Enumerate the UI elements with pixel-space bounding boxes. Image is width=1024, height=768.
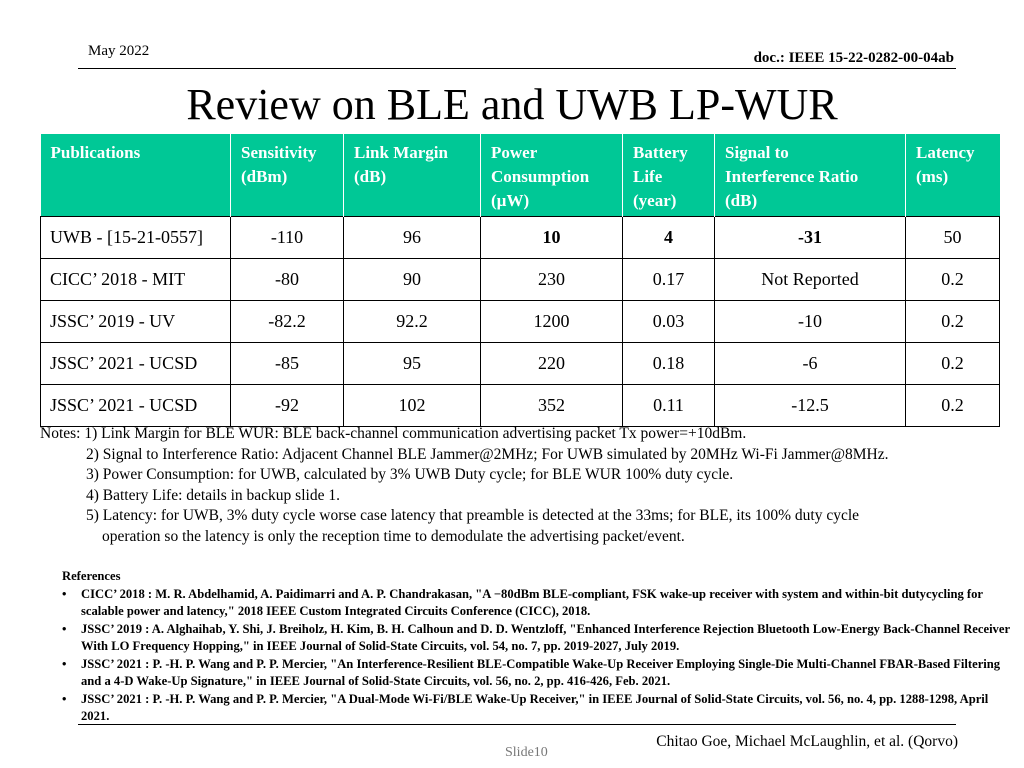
column-header-sensitivity: Sensitivity (dBm) [231, 134, 344, 217]
reference-text: JSSC’ 2021 : P. -H. P. Wang and P. P. Mercier, "An Interference-Resilient BLE-Compatible Wake-Up Receiver Employing Single-Die Multi-Channel FBAR-Based Filtering and a 4-D Wake-Up Signature," in IEEE Journal of Solid-State Circuits, vol. 56, no. 2, pp. 416-426, Feb. 2021. [81, 656, 1001, 688]
note-line: 5) Latency: for UWB, 3% duty cycle worse case latency that preamble is detected at the 33ms; for BLE, its 100% duty cycle [86, 507, 860, 524]
note-line: Notes: 1) Link Margin for BLE WUR: BLE back-channel communication advertising packet Tx power=+10dBm. [40, 425, 747, 442]
table-cell: 102 [344, 385, 481, 427]
table-cell: -80 [231, 259, 344, 301]
column-header-battery-life: Battery Life (year) [623, 134, 715, 217]
note-line: 3) Power Consumption: for UWB, calculated by 3% UWB Duty cycle; for BLE WUR 100% duty cycle. [86, 466, 734, 483]
table-cell: UWB - [15-21-0557] [41, 217, 231, 259]
list-item [62, 586, 1012, 621]
table-cell: 0.17 [623, 259, 715, 301]
table-cell: JSSC’ 2021 - UCSD [41, 385, 231, 427]
header-divider [78, 68, 956, 69]
footer-authors: Chitao Goe, Michael McLaughlin, et al. (Qorvo) [656, 733, 958, 750]
table-cell: Not Reported [715, 259, 906, 301]
table-cell: -12.5 [715, 385, 906, 427]
table-cell: 220 [481, 343, 623, 385]
table-row [41, 385, 1000, 427]
table-row [41, 259, 1000, 301]
table-cell: 0.2 [906, 301, 1000, 343]
bullet-icon: • [62, 621, 67, 636]
bullet-icon: • [62, 656, 67, 671]
table-cell: 4 [623, 217, 715, 259]
note-line: operation so the latency is only the reception time to demodulate the advertising packet/event. [102, 527, 685, 545]
table-cell: 95 [344, 343, 481, 385]
table-cell: 0.2 [906, 343, 1000, 385]
table-cell: JSSC’ 2021 - UCSD [41, 343, 231, 385]
table-cell: 0.2 [906, 259, 1000, 301]
column-header-sir: Signal to Interference Ratio (dB) [715, 134, 906, 217]
note-line: 4) Battery Life: details in backup slide 1. [86, 486, 340, 504]
column-header-publications: Publications [41, 134, 231, 217]
table-cell: -10 [715, 301, 906, 343]
footer-divider [78, 724, 956, 725]
table-row [41, 301, 1000, 343]
note-line: 2) Signal to Interference Ratio: Adjacent Channel BLE Jammer@2MHz; For UWB simulated by 20MHz Wi-Fi Jammer@8MHz. [86, 445, 889, 463]
table-cell: -110 [231, 217, 344, 259]
references-list [62, 586, 1012, 726]
notes [40, 424, 1000, 547]
table-cell: 352 [481, 385, 623, 427]
reference-text: CICC’ 2018 : M. R. Abdelhamid, A. Paidimarri and A. P. Chandrakasan, "A −80dBm BLE-compliant, FSK wake-up receiver with system and within-bit dutycycling for scalable power and latency," 2018 IEEE Custom Integrated Circuits Conference (CICC), 2018. [81, 586, 983, 618]
bullet-icon: • [62, 586, 67, 601]
reference-text: JSSC’ 2019 : A. Alghaihab, Y. Shi, J. Breiholz, H. Kim, B. H. Calhoun and D. D. Wentzloff, "Enhanced Interference Rejection Bluetooth Low-Energy Back-Channel Receiver With LO Frequency Hopping," in IEEE Journal of Solid-State Circuits, vol. 54, no. 7, pp. 2019-2027, July 2019. [81, 621, 1010, 653]
table-cell: 96 [344, 217, 481, 259]
reference-text: JSSC’ 2021 : P. -H. P. Wang and P. P. Mercier, "A Dual-Mode Wi-Fi/BLE Wake-Up Receiver," in IEEE Journal of Solid-State Circuits, vol. 56, no. 4, pp. 1288-1298, April 2021. [81, 691, 989, 723]
column-header-link-margin: Link Margin (dB) [344, 134, 481, 217]
table-header-row [41, 134, 1000, 217]
list-item [62, 691, 1012, 726]
table-cell: 0.11 [623, 385, 715, 427]
table-cell: 0.18 [623, 343, 715, 385]
table-row [41, 343, 1000, 385]
table-cell: CICC’ 2018 - MIT [41, 259, 231, 301]
table-cell: -92 [231, 385, 344, 427]
slide-number: Slide10 [505, 745, 548, 760]
table-cell: 0.03 [623, 301, 715, 343]
bullet-icon: • [62, 691, 67, 706]
page-title: Review on BLE and UWB LP-WUR [186, 80, 838, 129]
header-date: May 2022 [88, 43, 150, 59]
references [62, 568, 1012, 726]
comparison-table [40, 134, 1000, 427]
table-cell: 0.2 [906, 385, 1000, 427]
table-cell: 90 [344, 259, 481, 301]
table-cell: -31 [715, 217, 906, 259]
table-cell: -6 [715, 343, 906, 385]
list-item [62, 621, 1012, 656]
column-header-power-consumption: Power Consumption (µW) [481, 134, 623, 217]
references-heading: References [62, 569, 121, 583]
table-row [41, 217, 1000, 259]
table-cell: 230 [481, 259, 623, 301]
document-id: doc.: IEEE 15-22-0282-00-04ab [753, 50, 954, 66]
table-cell: 92.2 [344, 301, 481, 343]
table-cell: 1200 [481, 301, 623, 343]
table-cell: 50 [906, 217, 1000, 259]
table-cell: JSSC’ 2019 - UV [41, 301, 231, 343]
column-header-latency: Latency (ms) [906, 134, 1000, 217]
table-cell: 10 [481, 217, 623, 259]
table-cell: -82.2 [231, 301, 344, 343]
list-item [62, 656, 1012, 691]
table-cell: -85 [231, 343, 344, 385]
